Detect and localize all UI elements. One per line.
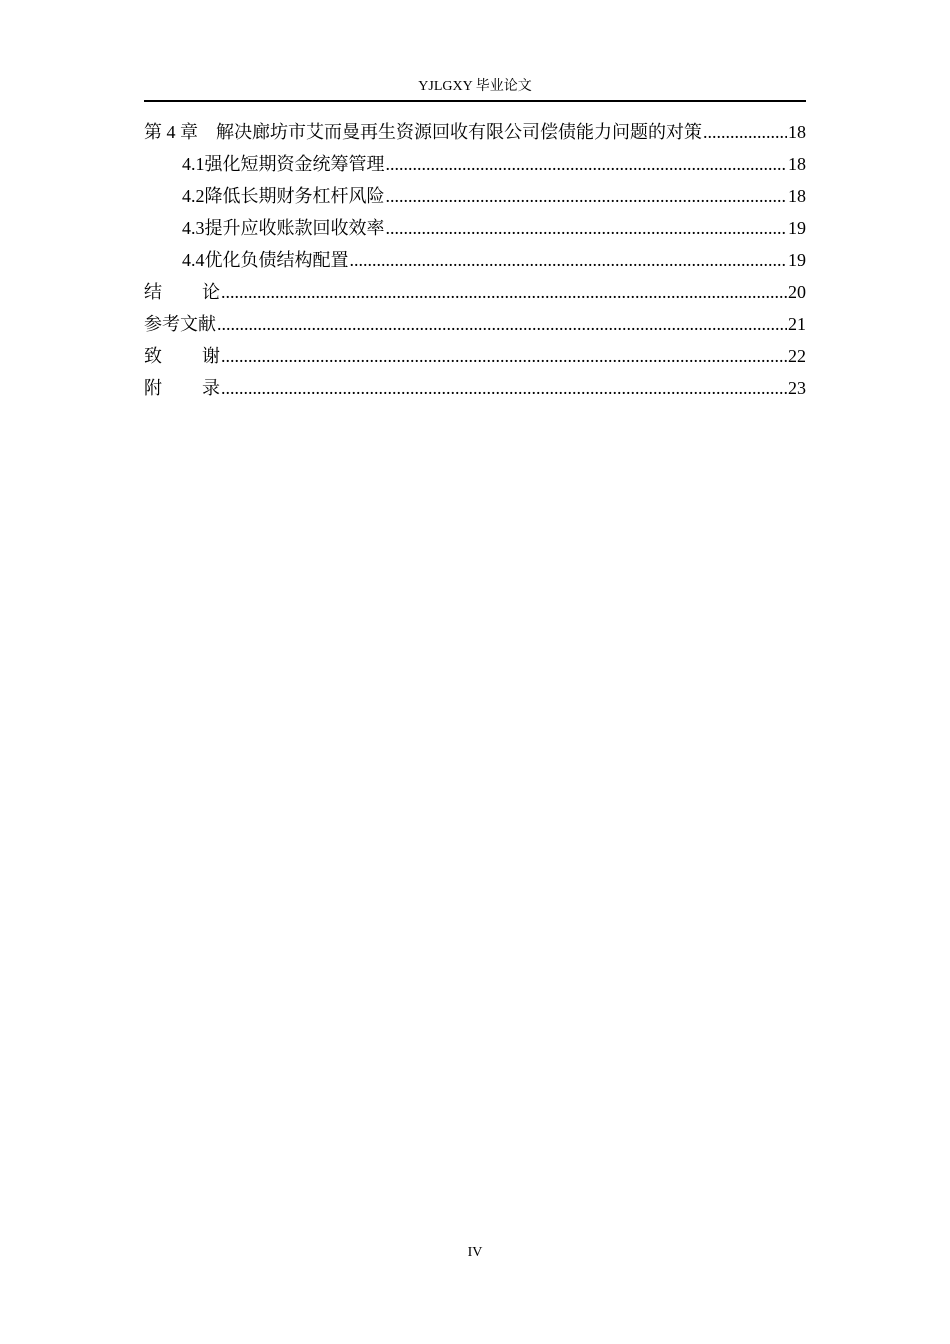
- toc-entry-title: 致谢: [144, 346, 220, 367]
- toc-dot-leader: [221, 372, 787, 404]
- toc-entry-4-1[interactable]: [144, 148, 806, 180]
- page-number: IV: [467, 1245, 483, 1260]
- toc-dot-leader: [386, 212, 788, 244]
- toc-entry-conclusion[interactable]: [144, 276, 806, 308]
- toc-entry-page: 18: [788, 186, 806, 206]
- toc-entry-4-2[interactable]: [144, 180, 806, 212]
- toc-entry-title: 提升应收账款回收效率: [204, 218, 385, 239]
- toc-entry-page: 22: [788, 346, 806, 366]
- toc-entry-title: 参考文献: [144, 314, 216, 335]
- toc-entry-number: 4.2: [182, 186, 205, 206]
- toc-entry-number: 4.4: [182, 250, 205, 270]
- toc-entry-number: 4.3: [182, 218, 205, 238]
- toc-entry-page: 19: [788, 250, 806, 270]
- toc-entry-title: 解决廊坊市艾而曼再生资源回收有限公司偿债能力问题的对策: [216, 122, 702, 143]
- toc-dot-leader: [703, 116, 787, 148]
- toc-entry-title: 强化短期资金统筹管理: [204, 154, 385, 175]
- toc-entry-page: 18: [788, 122, 806, 142]
- table-of-contents: [144, 116, 806, 404]
- header-rule: [144, 100, 806, 102]
- toc-dot-leader: [386, 180, 788, 212]
- toc-entry-title: 结论: [144, 282, 220, 303]
- toc-entry-4-4[interactable]: [144, 244, 806, 276]
- toc-entry-appendix[interactable]: [144, 372, 806, 404]
- toc-entry-4-3[interactable]: [144, 212, 806, 244]
- toc-entry-page: 21: [788, 314, 806, 334]
- toc-entry-page: 18: [788, 154, 806, 174]
- toc-entry-references[interactable]: [144, 308, 806, 340]
- toc-dot-leader: [386, 148, 788, 180]
- toc-entry-number: 第 4 章: [144, 122, 198, 142]
- toc-entry-title: 优化负债结构配置: [204, 250, 349, 271]
- toc-entry-title: 降低长期财务杠杆风险: [204, 186, 385, 207]
- toc-entry-page: 19: [788, 218, 806, 238]
- toc-dot-leader: [221, 276, 787, 308]
- page-header: YJLGXY 毕业论文: [418, 79, 532, 94]
- toc-dot-leader: [350, 244, 788, 276]
- toc-entry-page: 23: [788, 378, 806, 398]
- toc-entry-page: 20: [788, 282, 806, 302]
- toc-entry-chapter-4[interactable]: [144, 116, 806, 148]
- toc-entry-title: 附录: [144, 378, 220, 399]
- toc-dot-leader: [221, 340, 787, 372]
- toc-dot-leader: [217, 308, 787, 340]
- toc-entry-acknowledgements[interactable]: [144, 340, 806, 372]
- toc-entry-number: 4.1: [182, 154, 205, 174]
